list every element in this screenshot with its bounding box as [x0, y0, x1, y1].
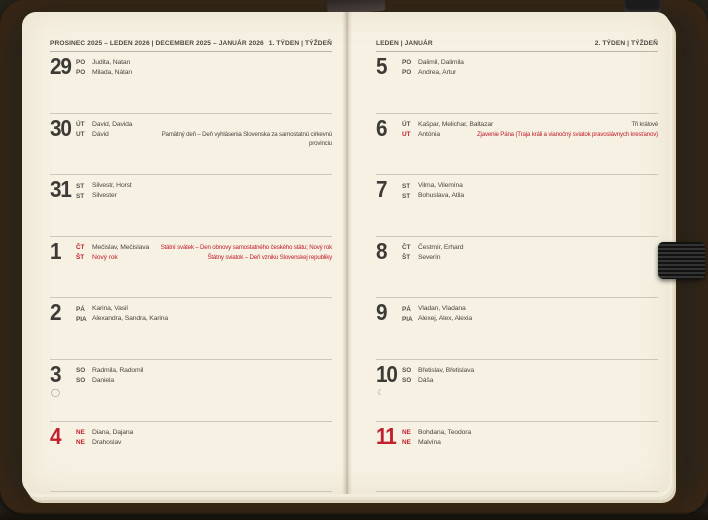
nameday-cz: Vilma, Vilemína — [418, 182, 463, 190]
page-spread — [22, 12, 670, 494]
weekday-abbr-sk: PO — [76, 69, 86, 77]
weekday-abbr-sk: PO — [402, 69, 412, 77]
weekday-abbr-sk: SO — [402, 377, 412, 385]
weekday-abbr-cz: ÚT — [76, 120, 85, 128]
nameday-cz: Vladan, Vladana — [418, 305, 466, 313]
nameday-cz: Karina, Vasil — [92, 305, 128, 313]
right-page-header — [376, 25, 658, 52]
nameday-sk: Andrea, Artur — [418, 68, 457, 76]
day-row-31 — [50, 175, 332, 237]
photo-shadow — [0, 512, 708, 520]
nameday-sk: Dáša — [418, 376, 434, 384]
day-number: 1 — [50, 237, 61, 264]
nameday-sk: Malvína — [418, 438, 441, 446]
holiday-note-cz: Tři králové — [631, 120, 658, 128]
nameday-cz: Mečislav, Mečislava — [92, 243, 150, 251]
weekday-abbr-sk: PIA — [402, 315, 413, 323]
day-number: 11 — [376, 422, 396, 449]
weekday-abbr-cz: NE — [76, 428, 85, 436]
day-row-3 — [50, 360, 332, 422]
weekday-abbr-cz: PÁ — [76, 305, 85, 313]
nameday-sk: Daniela — [92, 376, 114, 384]
left-month-title: PROSINEC 2025 – LEDEN 2026 | DECEMBER 2025 – JANUÁR 2026 — [50, 40, 264, 47]
day-row-10 — [376, 360, 658, 422]
nameday-cz: Břetislav, Břetislava — [418, 366, 475, 374]
nameday-cz: Čestmír, Erhard — [418, 243, 464, 251]
weekday-abbr-cz: PO — [402, 59, 412, 67]
day-row-5 — [376, 52, 658, 114]
nameday-sk: Alexej, Alex, Alexia — [418, 315, 473, 323]
day-row-1 — [50, 237, 332, 299]
day-number: 30 — [50, 114, 71, 141]
weekday-abbr-sk: PIA — [76, 315, 87, 323]
weekday-abbr-cz: NE — [402, 428, 411, 436]
day-row-8 — [376, 237, 658, 299]
weekday-abbr-cz: ÚT — [402, 120, 411, 128]
weekday-abbr-cz: PO — [76, 59, 86, 67]
day-row-4 — [50, 422, 332, 492]
weekday-abbr-sk: NE — [402, 438, 411, 446]
left-page — [22, 12, 342, 494]
weekday-abbr-sk: NE — [76, 438, 85, 446]
weekday-abbr-cz: PÁ — [402, 305, 411, 313]
nameday-cz: Diana, Dajana — [92, 428, 134, 436]
day-number: 31 — [50, 176, 71, 203]
weekday-abbr-cz: ST — [402, 182, 411, 190]
left-week-label: 1. TÝDEN | TÝŽDEŇ — [268, 40, 332, 47]
day-row-2 — [50, 298, 332, 360]
nameday-sk: Bohuslava, Atila — [418, 192, 464, 200]
weekday-abbr-sk: SO — [76, 377, 86, 385]
spine-gutter — [342, 12, 352, 494]
day-number: 8 — [376, 237, 387, 264]
weekday-abbr-sk: ŠT — [402, 254, 411, 262]
day-number: 29 — [50, 53, 71, 79]
weekday-abbr-sk: UT — [76, 130, 85, 138]
nameday-cz: Kašpar, Melichar, Baltazar — [418, 120, 494, 128]
nameday-sk: Nový rok — [92, 253, 118, 261]
day-number: 6 — [376, 114, 387, 141]
weekday-abbr-cz: ČT — [76, 244, 85, 252]
left-page-header — [50, 25, 332, 52]
day-number: 7 — [376, 176, 387, 203]
day-row-6 — [376, 114, 658, 176]
weekday-abbr-sk: ST — [402, 192, 411, 200]
nameday-cz: Dalimil, Dalimila — [418, 59, 464, 66]
day-row-29 — [50, 52, 332, 114]
day-row-30 — [50, 114, 332, 176]
right-month-title: LEDEN | JANUÁR — [376, 40, 433, 47]
weekday-abbr-sk: ŠT — [76, 254, 85, 262]
day-row-9 — [376, 298, 658, 360]
weekday-abbr-cz: ST — [76, 182, 85, 190]
nameday-cz: Bohdana, Teodora — [418, 428, 472, 436]
weekday-abbr-cz: SO — [76, 367, 86, 375]
day-number: 4 — [50, 422, 61, 449]
weekday-abbr-cz: ČT — [402, 244, 411, 252]
day-number: 2 — [50, 299, 61, 326]
left-day-rows — [50, 52, 332, 492]
nameday-sk: Severín — [418, 253, 441, 261]
pen-loop — [658, 242, 705, 279]
day-number: 9 — [376, 299, 387, 326]
weekday-abbr-sk: ST — [76, 192, 85, 200]
day-number: 10 — [376, 360, 397, 387]
holiday-note-sk: Zjavenie Pána (Traja králi a vianočný sviatok pravoslávnych kresťanov) — [476, 130, 658, 138]
weekday-abbr-cz: SO — [402, 367, 412, 375]
nameday-sk: Dávid — [92, 130, 109, 138]
day-row-11 — [376, 422, 658, 492]
last-quarter-moon-icon: ☾ — [377, 387, 385, 397]
holiday-note-sk: Štátny sviatok – Deň vzniku Slovenskej republiky — [207, 253, 332, 261]
nameday-sk: Milada, Nátan — [92, 68, 132, 76]
right-day-rows — [376, 52, 658, 492]
right-page — [352, 12, 670, 494]
day-number: 3 — [50, 360, 61, 387]
nameday-cz: Judita, Natan — [92, 59, 131, 66]
holiday-note-cz: Státní svátek – Den obnovy samostatného českého státu; Nový rok — [160, 243, 332, 251]
nameday-sk: Silvester — [92, 192, 117, 200]
nameday-cz: Radmila, Radomil — [92, 366, 144, 374]
nameday-cz: David, Davida — [92, 120, 133, 128]
day-number: 5 — [376, 53, 387, 79]
holiday-note-sk: Pamätný deň – Deň vyhlásenia Slovenska za samostatnú cirkevnú provinciu — [161, 130, 332, 147]
nameday-sk: Alexandra, Sandra, Karina — [92, 315, 168, 323]
full-moon-icon: ◯ — [51, 387, 60, 397]
right-week-label: 2. TÝDEN | TÝŽDEŇ — [594, 40, 658, 47]
nameday-sk: Antónia — [418, 130, 441, 138]
weekday-abbr-sk: UT — [402, 130, 411, 138]
day-row-7 — [376, 175, 658, 237]
nameday-sk: Drahoslav — [92, 438, 122, 446]
nameday-cz: Silvestr, Horst — [92, 182, 132, 190]
